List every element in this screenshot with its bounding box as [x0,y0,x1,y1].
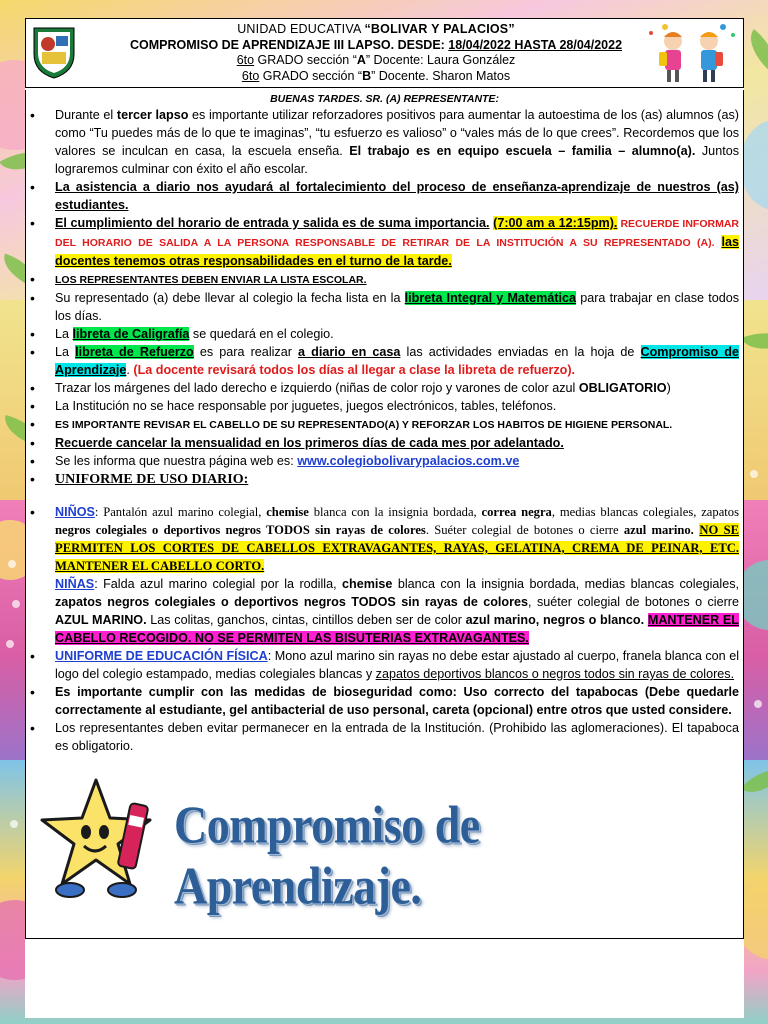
list-item: • Recuerde cancelar la mensualidad en los primeros días de cada mes por adelantado. [55,434,739,452]
list-item-bioseguridad: • Es importante cumplir con las medidas de bioseguridad como: Uso correcto del tapabocas (Debe quedarle correctamente al estudiante, gel antibacterial de uso personal, careta (opcional) entre otros que usted considere. [55,683,739,719]
list-item: • Su representado (a) debe llevar al colegio la fecha lista en la libreta Integral y Matemática para trabajar en clase todos los días. [55,289,739,325]
list-item-educacion-fisica: • UNIFORME DE EDUCACIÓN FÍSICA: Mono azul marino sin rayas no debe estar ajustado al cuerpo, franela blanca con el logo del colegio estampado, medias colegiales blancas y zapatos deportivos blancos o negros todos sin rayas de colores. [55,647,739,683]
list-item: • La asistencia a diario nos ayudará al fortalecimiento del proceso de enseñanza-aprendizaje de nuestros (as) estudiantes. [55,178,739,214]
document-body [25,90,744,773]
list-item: • La libreta de Caligrafía se quedará en el colegio. [55,325,739,343]
document-sheet [25,18,744,1018]
header-line-school: UNIDAD EDUCATIVA “BOLIVAR Y PALACIOS” [237,22,515,36]
list-item-representantes: • Los representantes deben evitar permanecer en la entrada de la Institución. (Prohibido las aglomeraciones). El tapaboca es obligatorio. [55,719,739,755]
list-item: • Trazar los márgenes del lado derecho e izquierdo (niñas de color rojo y varones de color azul OBLIGATORIO) [55,379,739,397]
list-item: • Se les informa que nuestra página web es: www.colegiobolivarypalacios.com.ve [55,452,739,470]
list-item: • ES IMPORTANTE REVISAR EL CABELLO DE SU REPRESENTADO(A) Y REFORZAR LOS HABITOS DE HIGIENE PERSONAL. [55,415,739,434]
list-item: • Durante el tercer lapso es importante utilizar reforzadores positivos para aumentar la autoestima de los (as) alumnos (as) como “Tu puedes más de lo que te imaginas”, “tu esfuerzo es valioso” o “vales más de lo que crees”. Recordemos que los valores se inculcan en casa, la escuela enseña. El trabajo es en equipo escuela – familia – alumno(a). Juntos lograremos culminar con éxito el año escolar. [55,106,739,178]
notice-list [26,106,743,489]
document-header [25,18,744,88]
uniform-list [26,503,743,755]
header-line-section-a: 6to GRADO sección “A” Docente: Laura González [236,53,516,67]
list-item: • UNIFORME DE USO DIARIO: [55,470,739,489]
list-item: • La libreta de Refuerzo es para realizar a diario en casa las actividades enviadas en la hoja de Compromiso de Aprendizaje. (La docente revisará todos los días al llegar a clase la libreta de refuerzo). [55,343,739,379]
header-line-compromiso: COMPROMISO DE APRENDIZAJE III LAPSO. DESDE: 18/04/2022 HASTA 28/04/2022 [129,37,623,52]
children-with-backpacks-icon [643,21,739,85]
footer-banner [25,772,744,939]
list-item: • La Institución no se hace responsable por juguetes, juegos electrónicos, tables, teléfonos. [55,397,739,415]
list-item-ninos: • NIÑOS: Pantalón azul marino colegial, chemise blanca con la insignia bordada, correa negra, medias blancas colegiales, zapatos negros colegiales o deportivos negros TODOS sin rayas de colores. Suéter colegial de botones o cierre azul marino. NO SE PERMITEN LOS CORTES DE CABELLOS EXTRAVAGANTES, RAYAS, GELATINA, CREMA DE PEINAR, ETC. MANTENER EL CABELLO CORTO. NIÑAS: Falda azul marino colegial por la rodilla, chemise blanca con la insignia bordada, medias blancas colegiales, zapatos negros colegiales o deportivos negros TODOS sin rayas de colores, suéter colegial de botones o cierre AZUL MARINO. Las colitas, ganchos, cintas, cintillos deben ser de color azul marino, negros o blanco. MANTENER EL CABELLO RECOGIDO. NO SE PERMITEN LAS BISUTERIAS EXTRAVAGANTES. [55,503,739,647]
header-line-section-b: 6to GRADO sección “B” Docente. Sharon Matos [241,68,511,83]
school-crest-icon [30,24,78,80]
list-item: • LOS REPRESENTANTES DEBEN ENVIAR LA LISTA ESCOLAR. [55,270,739,289]
footer-title: Compromiso de Aprendizaje. [174,795,480,915]
greeting: BUENAS TARDES. SR. (A) REPRESENTANTE: [270,93,499,105]
website-link[interactable]: www.colegiobolivarypalacios.com.ve [297,454,520,468]
star-with-crayon-icon [40,774,160,902]
list-item: • El cumplimiento del horario de entrada y salida es de suma importancia. (7:00 am a 12:15pm). RECUERDE INFORMAR DEL HORARIO DE SALIDA A LA PERSONA RESPONSABLE DE RETIRAR DE LA INSTITUCIÓN A SU REPRESENTADO (A). las docentes tenemos otras responsabilidades en el turno de la tarde. [55,214,739,270]
